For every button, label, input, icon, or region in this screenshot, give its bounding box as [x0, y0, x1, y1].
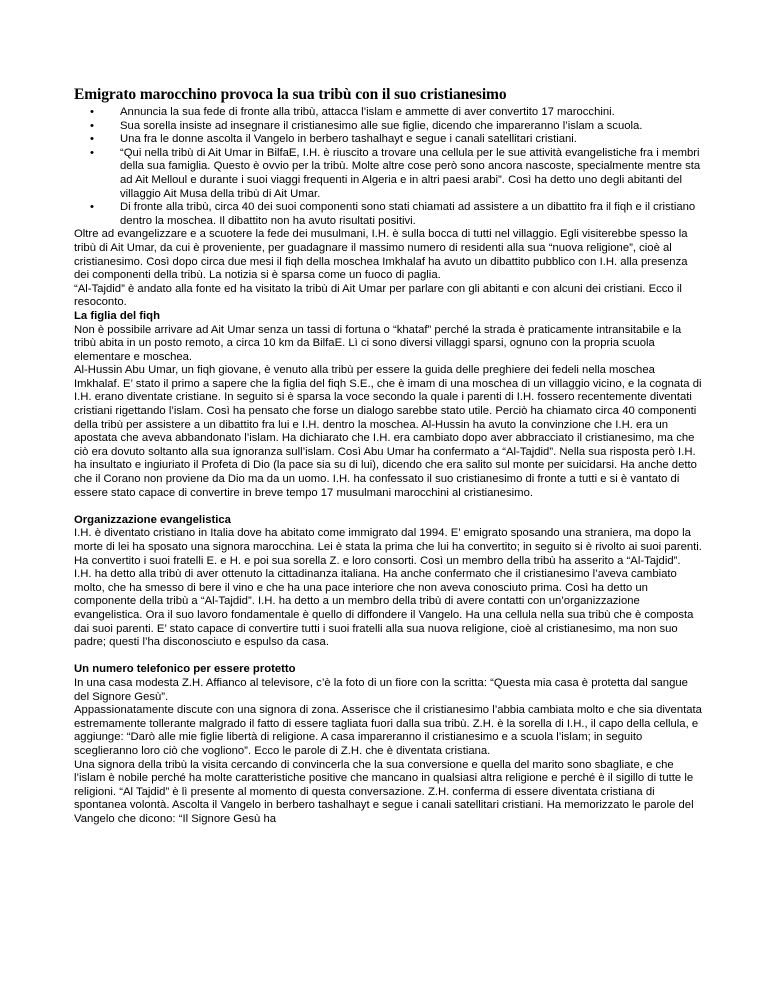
- section-heading: Organizzazione evangelistica: [74, 513, 231, 526]
- bullet-item: [90, 146, 702, 201]
- bullet-marker: •: [90, 146, 94, 159]
- bullet-item: [90, 119, 702, 134]
- section-heading: La figlia del fiqh: [74, 309, 160, 322]
- section-paragraph: Non è possibile arrivare ad Ait Umar senza un tassi di fortuna o “khataf” perché la strada è praticamente intransitabile e la tribù abita in un posto remoto, a circa 10 km da BilfaE. Lì ci sono diversi villaggi sparsi, ognuno con la propria scuola elementare e moschea.: [74, 323, 682, 363]
- section-paragraph: Una signora della tribù la visita cercando di convincerla che la sua conversione e quella del marito sono sbagliate, e che l’islam è nobile perché ha molte caratteristiche positive che mancano in qualsiasi altra religione e perché è il sigillo di tutte le religioni. “Al Tajdid” è lì presente al momento di questa conversazione. Z.H. conferma di essere diventata cristiana di spontanea volontà. Ascolta il Vangelo in berbero tashalhayt e segue i canali satellitari cristiani. Ha memorizzato le parole del Vangelo che dicono: “Il Signore Gesù ha: [74, 758, 694, 825]
- article-title: Emigrato marocchino provoca la sua tribù con il suo cristianesimo: [74, 86, 507, 103]
- section-paragraph: Appassionatamente discute con una signora di zona. Asserisce che il cristianesimo l’abbia cambiata molto e che sia diventata estremamente tollerante malgrado il fatto di essere tagliata fuori dalla sua tribù. Z.H. è la sorella di I.H., il capo della cellula, e aggiunge: “Darò alle mie figlie libertà di religione. A casa impareranno il cristianesimo e a scuola l’islam; in seguito sceglieranno loro ciò che vogliono”. Ecco le parole di Z.H. che è diventata cristiana.: [74, 704, 702, 757]
- bullet-item: [90, 133, 702, 147]
- section-paragraph: Al-Hussin Abu Umar, un fiqh giovane, è venuto alla tribù per essere la guida delle preghiere dei fedeli nella moschea Imkhalaf. E’ stato il primo a sapere che la figlia del fiqh S.E., che è imam di una moschea di un villaggio vicino, e la cognata di I.H. erano diventate cristiane. In seguito si è sparsa la voce secondo la quale i parenti di I.H. fossero recentemente diventati cristiani rigettando l’islam. Così ha pensato che forse un dialogo sarebbe stato utile. Perciò ha chiamato circa 40 componenti della tribù per assistere a un dibattito fra lui e I.H. dentro la moschea. Al-Hussin ha avuto la convinzione che I.H. era un apostata che aveva abbandonato l’islam. Ha dichiarato che I.H. era cambiato dopo aver abbracciato il cristianesimo, ma che ciò era dovuto soltanto alla sua ignoranza sull’islam. Così Abu Umar ha confermato a “Al-Tajdid”. Nella sua risposta però I.H. ha insultato e ingiuriato il Profeta di Dio (la pace sia su di lui), dicendo che era salito sul monte per suicidarsi. Ha anche detto che il Corano non proviene da Dio ma da un uomo. I.H. ha confessato il suo cristianesimo di fronte a tutti e si è vantato di essere stato capace di convertire in breve tempo 17 musulmani marocchini al cristianesimo.: [74, 364, 702, 499]
- bullet-text: Sua sorella insiste ad insegnare il cristianesimo alle sue figlie, dicendo che impareranno l’islam a scuola.: [120, 119, 643, 132]
- bullet-item: [90, 106, 702, 120]
- summary-bullets: [74, 106, 702, 228]
- bullet-marker: •: [90, 201, 94, 214]
- section-paragraph: In una casa modesta Z.H. Affianco al televisore, c’è la foto di un fiore con la scritta: “Questa mia casa è protetta dal sangue del Signore Gesù”.: [74, 676, 688, 703]
- bullet-marker: •: [90, 133, 94, 146]
- bullet-marker: •: [90, 106, 94, 118]
- article: [74, 86, 702, 826]
- section-paragraph: I.H. ha detto alla tribù di aver ottenuto la cittadinanza italiana. Ha anche confermato che il cristianesimo l’aveva cambiato molto, che ha smesso di bere il vino e che ha una pace interiore che non aveva conosciuto prima. Così ha detto un componente della tribù a “Al-Tajdid”. I.H. ha detto a un membro della tribù di avere contatti con un’organizzazione evangelistica. Ora il suo lavoro fondamentale è quello di diffondere il Vangelo. Ha una cellula nella sua tribù che è composta dai suoi parenti. E’ stato capace di convertire tutti i suoi fratelli alla sua nuova religione, cioè al cristianesimo, ma non suo padre; questi l’ha disconosciuto e espulso da casa.: [74, 568, 694, 649]
- bullet-text: Una fra le donne ascolta il Vangelo in berbero tashalhayt e segue i canali satellitari cristiani.: [120, 133, 577, 146]
- bullet-text: Annuncia la sua fede di fronte alla tribù, attacca l’islam e ammette di aver convertito 17 marocchini.: [120, 106, 615, 118]
- section-heading: Un numero telefonico per essere protetto: [74, 663, 296, 676]
- bullet-text: “Qui nella tribù di Ait Umar in BilfaE, I.H. è riuscito a trovare una cellula per le sue attività evangelistiche fra i membri della sua famiglia. Questo è ovvio per la tribù. Molte altre cose però sono ancora nascoste, specialmente mentre sta ad Ait Melloul e durante i suoi viaggi frequenti in Algeria e in altri paesi arabi”. Così ha detto uno degli abitanti del villaggio Ait Musa della tribù di Ait Umar.: [120, 146, 701, 200]
- bullet-text: Di fronte alla tribù, circa 40 dei suoi componenti sono stati chiamati ad assistere a un dibattito fra il fiqh e il cristiano dentro la moschea. Il dibattito non ha avuto risultati positivi.: [120, 201, 696, 227]
- section-paragraph: I.H. è diventato cristiano in Italia dove ha abitato come immigrato dal 1994. E’ emigrato sposando una straniera, ma dopo la morte di lei ha sposato una signora marocchina. Lei è stata la prima che lui ha convertito; in seguito si è rivolto ai suoi parenti. Ha convertito i suoi fratelli E. e H. e poi sua sorella Z. e loro consorti. Così un membro della tribù ha asserito a “Al-Tajdid”.: [74, 527, 702, 567]
- bullet-item: [90, 201, 702, 228]
- intro-paragraph: “Al-Tajdid” è andato alla fonte ed ha visitato la tribù di Ait Umar per parlare con gli abitanti e con alcuni dei cristiani. Ecco il resoconto.: [74, 282, 682, 309]
- bullet-marker: •: [90, 119, 94, 132]
- intro-paragraph: Oltre ad evangelizzare e a scuotere la fede dei musulmani, I.H. è sulla bocca di tutti nel villaggio. Egli visiterebbe spesso la tribù di Ait Umar, da cui è proveniente, per guadagnare il massimo numero di residenti alla sua “nuova religione”, cioè al cristianesimo. Così dopo circa due mesi il fiqh della moschea Imkhalaf ha avuto un dibattito pubblico con I.H. alla presenza dei componenti della tribù. La notizia si è sparsa come un fuoco di paglia.: [74, 228, 688, 282]
